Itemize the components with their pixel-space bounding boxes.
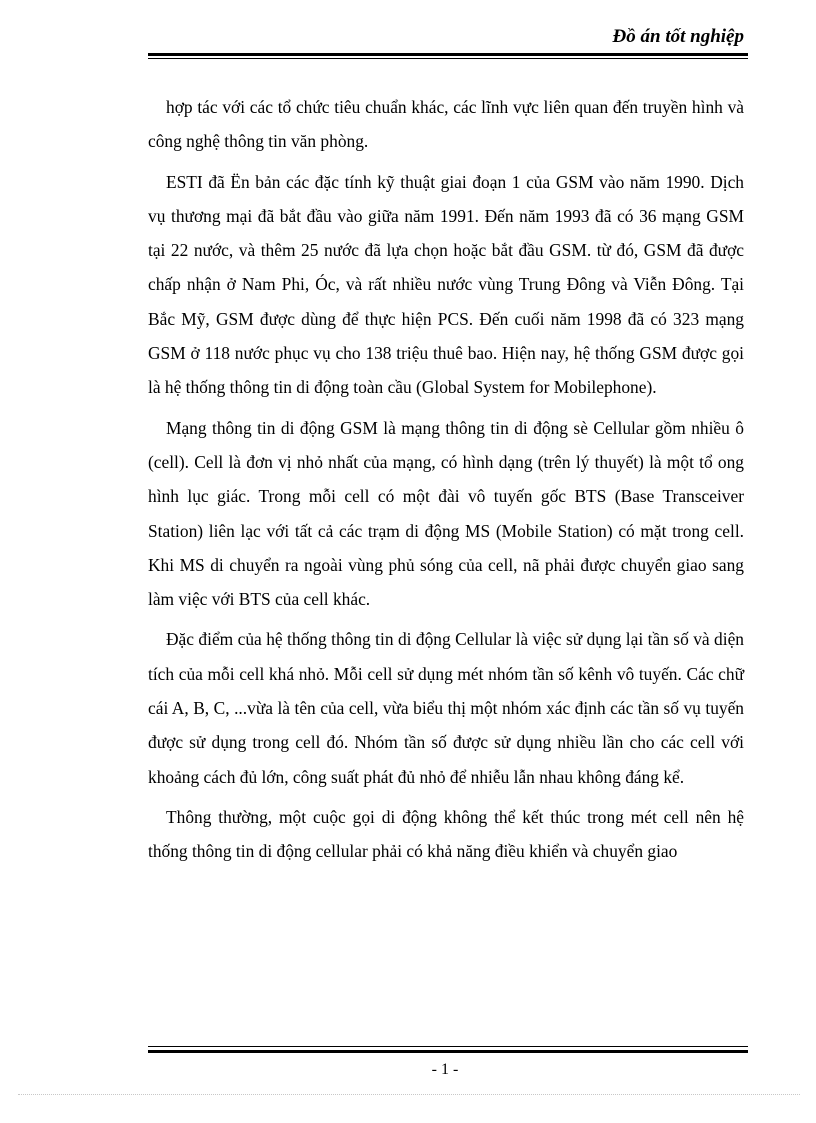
footer-rule-thin — [148, 1046, 748, 1047]
footer-rule-thick — [148, 1050, 748, 1053]
paragraph-1: hợp tác với các tổ chức tiêu chuẩn khác, các lĩnh vực liên quan đến truyền hình và công nghệ thông tin văn phòng. — [148, 97, 744, 152]
paragraph-4: Đặc điểm của hệ thống thông tin di động Cellular là việc sử dụng lại tần số và diện tích của mỗi cell khá nhỏ. Mỗi cell sử dụng mét nhóm tần số kênh vô tuyến. Các chữ cái A, B, C, ...vừa là tên của cell, vừa biểu thị một nhóm xác định các tần số vụ tuyến được sử dụng trong cell đó. Nhóm tần số được sử dụng nhiều lần cho các cell với khoảng cách đủ lớn, công suất phát đủ nhỏ để nhiễu lẫn nhau không đáng kể. — [148, 629, 744, 787]
header-title: Đồ án tốt nghiệp — [612, 26, 744, 47]
page-number: - 1 - — [431, 1061, 459, 1078]
page-bottom-dotted-line — [18, 1094, 800, 1095]
header-rule-thin — [148, 58, 748, 59]
paragraph-5: Thông thường, một cuộc gọi di động không thể kết thúc trong mét cell nên hệ thống thông tin di động cellular phải có khả năng điều khiển và chuyển giao — [148, 806, 744, 862]
paragraph-3: Mạng thông tin di động GSM là mạng thông tin di động sè Cellular gồm nhiều ô (cell). Cell là đơn vị nhỏ nhất của mạng, có hình dạng (trên lý thuyết) là một tổ ong hình lục giác. Trong mỗi cell có một đài vô tuyến gốc BTS (Base Transceiver Station) liên lạc với tất cả các trạm di động MS (Mobile Station) có mặt trong cell. Khi MS di chuyển ra ngoài vùng phủ sóng của cell, nã phải được chuyển giao sang làm việc với BTS của cell khác. — [148, 417, 744, 610]
header-rule-thick — [148, 53, 748, 56]
paragraph-2: ESTI đã Ën bản các đặc tính kỹ thuật giai đoạn 1 của GSM vào năm 1990. Dịch vụ thương mại đã bắt đầu vào giữa năm 1991. Đến năm 1993 đã có 36 mạng GSM tại 22 nước, và thêm 25 nước đã lựa chọn hoặc bắt đầu GSM. từ đó, GSM đã được chấp nhận ở Nam Phi, Óc, và rất nhiều nước vùng Trung Đông và Viễn Đông. Tại Bắc Mỹ, GSM được dùng để thực hiện PCS. Đến cuối năm 1998 đã có 323 mạng GSM ở 118 nước phục vụ cho 138 triệu thuê bao. Hiện nay, hệ thống GSM được gọi là hệ thống thông tin di động toàn cầu (Global System for Mobilephone). — [148, 171, 744, 398]
document-body — [148, 90, 744, 875]
